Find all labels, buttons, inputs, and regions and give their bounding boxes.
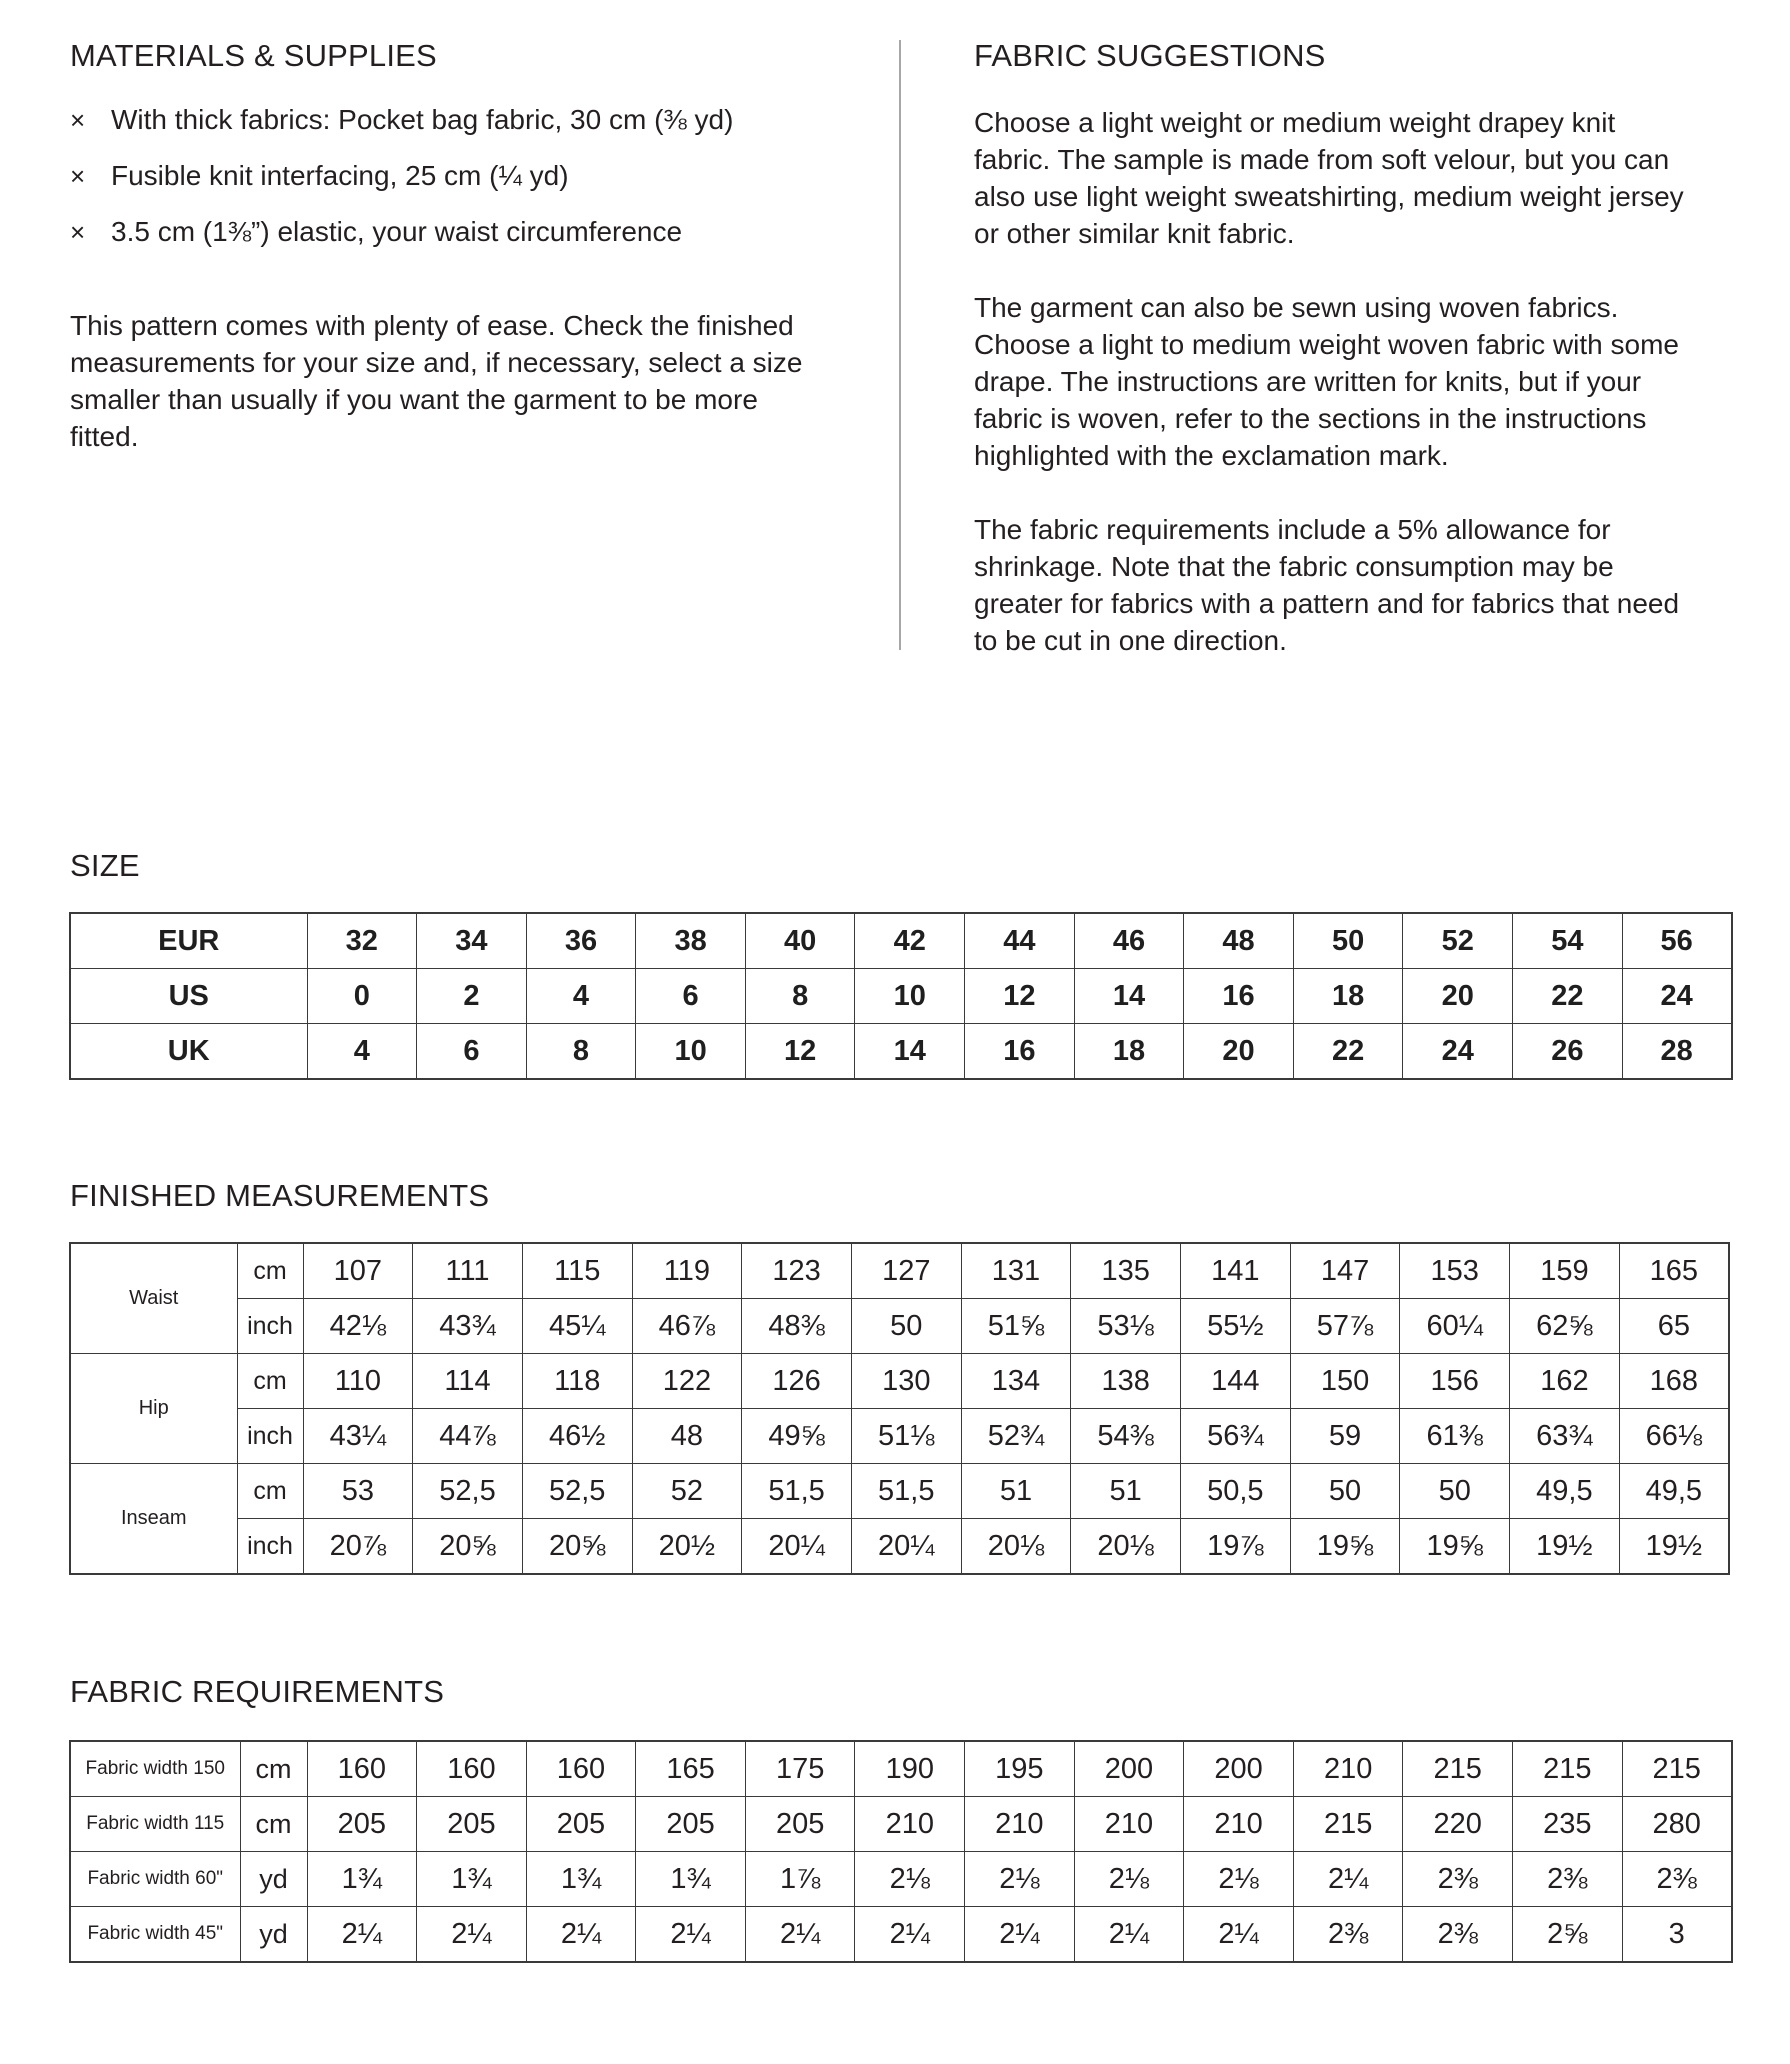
fabric-amount-cell: 205 <box>417 1797 527 1852</box>
measurement-cell: 20½ <box>632 1519 742 1575</box>
fabric-amount-cell: 2⅝ <box>1513 1907 1623 1963</box>
measurement-cell: 51 <box>1071 1464 1181 1519</box>
measurement-cell: 57⅞ <box>1290 1299 1400 1354</box>
fabric-requirements-heading: FABRIC REQUIREMENTS <box>70 1674 445 1709</box>
measurement-cell: 56¾ <box>1181 1409 1291 1464</box>
measurement-cell: 141 <box>1181 1243 1291 1299</box>
fabric-amount-cell: 205 <box>526 1797 636 1852</box>
measurement-cell: 51⅝ <box>961 1299 1071 1354</box>
fabric-width-label: Fabric width 150 <box>70 1741 240 1797</box>
fabric-amount-cell: 2⅜ <box>1403 1907 1513 1963</box>
fabric-amount-cell: 160 <box>526 1741 636 1797</box>
measurement-cell: 48 <box>632 1409 742 1464</box>
size-cell: 54 <box>1513 913 1623 969</box>
paragraph-line: also use light weight sweatshirting, medium weight jersey <box>974 181 1684 212</box>
measurement-cell: 144 <box>1181 1354 1291 1409</box>
measurement-cell: 19½ <box>1510 1519 1620 1575</box>
fabric-amount-cell: 2⅜ <box>1293 1907 1403 1963</box>
fabric-amount-cell: 165 <box>636 1741 746 1797</box>
paragraph-line: fabric. The sample is made from soft velour, but you can <box>974 144 1670 175</box>
fabric-amount-cell: 190 <box>855 1741 965 1797</box>
unit-label: inch <box>237 1519 303 1575</box>
measurement-cell: 50,5 <box>1181 1464 1291 1519</box>
measurement-cell: 111 <box>413 1243 523 1299</box>
measurement-row <box>70 1464 1729 1519</box>
measurement-cell: 61⅜ <box>1400 1409 1510 1464</box>
unit-label: cm <box>240 1741 307 1797</box>
measurement-label: Hip <box>70 1354 237 1464</box>
measurement-cell: 19⅞ <box>1181 1519 1291 1575</box>
size-cell: 40 <box>745 913 855 969</box>
ease-note-line: measurements for your size and, if necessary, select a size <box>70 347 803 378</box>
materials-heading: MATERIALS & SUPPLIES <box>70 38 437 73</box>
measurement-cell: 165 <box>1619 1243 1729 1299</box>
size-system-label: US <box>70 969 307 1024</box>
size-cell: 14 <box>855 1024 965 1080</box>
fabric-amount-cell: 205 <box>307 1797 417 1852</box>
measurement-cell: 49⅝ <box>742 1409 852 1464</box>
size-cell: 56 <box>1622 913 1732 969</box>
fabric-amount-cell: 2⅛ <box>1184 1852 1294 1907</box>
measurement-cell: 52,5 <box>413 1464 523 1519</box>
measurement-cell: 50 <box>851 1299 961 1354</box>
fabric-amount-cell: 220 <box>1403 1797 1513 1852</box>
size-heading: SIZE <box>70 848 140 883</box>
size-cell: 8 <box>745 969 855 1024</box>
fabric-amount-cell: 215 <box>1403 1741 1513 1797</box>
measurement-cell: 168 <box>1619 1354 1729 1409</box>
unit-label: cm <box>237 1243 303 1299</box>
measurement-cell: 51,5 <box>742 1464 852 1519</box>
size-cell: 38 <box>636 913 746 969</box>
size-system-label: UK <box>70 1024 307 1080</box>
measurement-cell: 51⅛ <box>851 1409 961 1464</box>
fabric-suggestions-heading: FABRIC SUGGESTIONS <box>974 38 1326 73</box>
measurement-cell: 49,5 <box>1619 1464 1729 1519</box>
size-cell: 18 <box>1293 969 1403 1024</box>
fabric-amount-cell: 1¾ <box>417 1852 527 1907</box>
measurement-cell: 134 <box>961 1354 1071 1409</box>
paragraph-line: greater for fabrics with a pattern and for fabrics that need <box>974 588 1680 619</box>
fabric-amount-cell: 160 <box>307 1741 417 1797</box>
measurement-cell: 53⅛ <box>1071 1299 1181 1354</box>
fabric-amount-cell: 1¾ <box>526 1852 636 1907</box>
measurement-row <box>70 1299 1729 1354</box>
measurement-cell: 49,5 <box>1510 1464 1620 1519</box>
fabric-width-label: Fabric width 115 <box>70 1797 240 1852</box>
measurement-cell: 60¼ <box>1400 1299 1510 1354</box>
materials-list-item <box>70 156 870 212</box>
size-table <box>69 912 1733 1080</box>
measurement-cell: 127 <box>851 1243 961 1299</box>
measurement-row <box>70 1519 1729 1575</box>
size-cell: 34 <box>417 913 527 969</box>
paragraph-line: drape. The instructions are written for knits, but if your <box>974 366 1642 397</box>
measurement-label: Waist <box>70 1243 237 1354</box>
paragraph-line: to be cut in one direction. <box>974 625 1287 656</box>
measurement-cell: 50 <box>1290 1464 1400 1519</box>
size-cell: 36 <box>526 913 636 969</box>
fabric-amount-cell: 205 <box>745 1797 855 1852</box>
measurement-cell: 66⅛ <box>1619 1409 1729 1464</box>
unit-label: yd <box>240 1907 307 1963</box>
x-bullet-icon: × <box>70 217 86 247</box>
size-cell: 48 <box>1184 913 1294 969</box>
size-cell: 50 <box>1293 913 1403 969</box>
fabric-amount-cell: 2⅜ <box>1403 1852 1513 1907</box>
measurement-cell: 107 <box>303 1243 413 1299</box>
measurement-cell: 63¾ <box>1510 1409 1620 1464</box>
fabric-amount-cell: 2⅜ <box>1513 1852 1623 1907</box>
paragraph-line: Choose a light weight or medium weight drapey knit <box>974 107 1616 138</box>
materials-item-text: With thick fabrics: Pocket bag fabric, 30 cm (⅜ yd) <box>111 104 734 135</box>
fabric-amount-cell: 2¼ <box>965 1907 1075 1963</box>
measurement-cell: 131 <box>961 1243 1071 1299</box>
measurement-row <box>70 1409 1729 1464</box>
fabric-amount-cell: 215 <box>1513 1741 1623 1797</box>
size-row <box>70 969 1732 1024</box>
measurement-cell: 51,5 <box>851 1464 961 1519</box>
size-cell: 12 <box>745 1024 855 1080</box>
measurement-cell: 138 <box>1071 1354 1181 1409</box>
measurement-cell: 52,5 <box>522 1464 632 1519</box>
size-cell: 16 <box>965 1024 1075 1080</box>
fabric-width-label: Fabric width 45" <box>70 1907 240 1963</box>
fabric-amount-cell: 2¼ <box>417 1907 527 1963</box>
measurement-cell: 50 <box>1400 1464 1510 1519</box>
fabric-amount-cell: 210 <box>1184 1797 1294 1852</box>
fabric-amount-cell: 2⅛ <box>965 1852 1075 1907</box>
size-cell: 6 <box>636 969 746 1024</box>
size-cell: 20 <box>1403 969 1513 1024</box>
measurement-cell: 130 <box>851 1354 961 1409</box>
size-cell: 24 <box>1403 1024 1513 1080</box>
size-cell: 4 <box>526 969 636 1024</box>
unit-label: yd <box>240 1852 307 1907</box>
fabric-amount-cell: 210 <box>1074 1797 1184 1852</box>
materials-item-text: Fusible knit interfacing, 25 cm (¼ yd) <box>111 160 569 191</box>
size-cell: 32 <box>307 913 417 969</box>
fabric-amount-cell: 1¾ <box>307 1852 417 1907</box>
fabric-amount-cell: 1⅞ <box>745 1852 855 1907</box>
fabric-amount-cell: 210 <box>965 1797 1075 1852</box>
size-cell: 22 <box>1293 1024 1403 1080</box>
ease-note-line: This pattern comes with plenty of ease. Check the finished <box>70 310 794 341</box>
size-system-label: EUR <box>70 913 307 969</box>
fabric-amount-cell: 2¼ <box>1293 1852 1403 1907</box>
fabric-amount-cell: 200 <box>1074 1741 1184 1797</box>
fabric-amount-cell: 280 <box>1622 1797 1732 1852</box>
measurement-cell: 20¼ <box>851 1519 961 1575</box>
unit-label: inch <box>237 1409 303 1464</box>
size-cell: 52 <box>1403 913 1513 969</box>
measurement-cell: 162 <box>1510 1354 1620 1409</box>
fabric-amount-cell: 2⅛ <box>855 1852 965 1907</box>
measurement-cell: 153 <box>1400 1243 1510 1299</box>
measurement-label: Inseam <box>70 1464 237 1575</box>
size-cell: 26 <box>1513 1024 1623 1080</box>
measurement-cell: 20⅝ <box>413 1519 523 1575</box>
unit-label: inch <box>237 1299 303 1354</box>
measurement-cell: 62⅝ <box>1510 1299 1620 1354</box>
fabric-width-label: Fabric width 60" <box>70 1852 240 1907</box>
unit-label: cm <box>240 1797 307 1852</box>
measurement-cell: 46½ <box>522 1409 632 1464</box>
ease-note-line: smaller than usually if you want the garment to be more <box>70 384 758 415</box>
size-cell: 44 <box>965 913 1075 969</box>
size-cell: 10 <box>855 969 965 1024</box>
measurement-cell: 115 <box>522 1243 632 1299</box>
fabric-amount-cell: 2¼ <box>526 1907 636 1963</box>
fabric-requirement-row <box>70 1741 1732 1797</box>
fabric-amount-cell: 2¼ <box>1074 1907 1184 1963</box>
size-cell: 24 <box>1622 969 1732 1024</box>
fabric-amount-cell: 160 <box>417 1741 527 1797</box>
measurement-cell: 123 <box>742 1243 852 1299</box>
measurement-cell: 135 <box>1071 1243 1181 1299</box>
column-divider <box>899 40 901 650</box>
paragraph-line: shrinkage. Note that the fabric consumption may be <box>974 551 1614 582</box>
fabric-amount-cell: 2¼ <box>1184 1907 1294 1963</box>
size-cell: 46 <box>1074 913 1184 969</box>
measurement-cell: 114 <box>413 1354 523 1409</box>
materials-list-item <box>70 212 870 268</box>
size-cell: 2 <box>417 969 527 1024</box>
paragraph-line: The garment can also be sewn using woven fabrics. <box>974 292 1619 323</box>
measurement-cell: 59 <box>1290 1409 1400 1464</box>
size-cell: 28 <box>1622 1024 1732 1080</box>
size-cell: 14 <box>1074 969 1184 1024</box>
measurement-cell: 19½ <box>1619 1519 1729 1575</box>
measurement-cell: 150 <box>1290 1354 1400 1409</box>
paragraph-line: fabric is woven, refer to the sections in the instructions <box>974 403 1647 434</box>
fabric-suggestions-paragraph-woven <box>974 289 1774 474</box>
fabric-amount-cell: 3 <box>1622 1907 1732 1963</box>
measurement-cell: 159 <box>1510 1243 1620 1299</box>
fabric-amount-cell: 2⅛ <box>1074 1852 1184 1907</box>
measurement-cell: 20⅝ <box>522 1519 632 1575</box>
paragraph-line: highlighted with the exclamation mark. <box>974 440 1449 471</box>
materials-list <box>70 100 870 268</box>
materials-list-item <box>70 100 870 156</box>
unit-label: cm <box>237 1464 303 1519</box>
ease-note <box>70 307 890 455</box>
finished-measurements-heading: FINISHED MEASUREMENTS <box>70 1178 490 1213</box>
paragraph-line: The fabric requirements include a 5% allowance for <box>974 514 1611 545</box>
size-cell: 0 <box>307 969 417 1024</box>
measurement-cell: 55½ <box>1181 1299 1291 1354</box>
size-cell: 8 <box>526 1024 636 1080</box>
fabric-amount-cell: 235 <box>1513 1797 1623 1852</box>
fabric-requirement-row <box>70 1852 1732 1907</box>
measurement-cell: 53 <box>303 1464 413 1519</box>
measurement-cell: 122 <box>632 1354 742 1409</box>
measurement-cell: 46⅞ <box>632 1299 742 1354</box>
measurement-cell: 126 <box>742 1354 852 1409</box>
measurement-cell: 51 <box>961 1464 1071 1519</box>
measurement-cell: 52 <box>632 1464 742 1519</box>
measurement-cell: 45¼ <box>522 1299 632 1354</box>
size-cell: 20 <box>1184 1024 1294 1080</box>
measurement-cell: 19⅝ <box>1290 1519 1400 1575</box>
measurement-cell: 43¼ <box>303 1409 413 1464</box>
measurement-cell: 118 <box>522 1354 632 1409</box>
fabric-amount-cell: 1¾ <box>636 1852 746 1907</box>
fabric-requirement-row <box>70 1907 1732 1963</box>
fabric-amount-cell: 2¼ <box>307 1907 417 1963</box>
size-cell: 12 <box>965 969 1075 1024</box>
fabric-amount-cell: 210 <box>855 1797 965 1852</box>
measurement-cell: 20¼ <box>742 1519 852 1575</box>
fabric-amount-cell: 205 <box>636 1797 746 1852</box>
measurement-cell: 19⅝ <box>1400 1519 1510 1575</box>
x-bullet-icon: × <box>70 161 86 191</box>
fabric-requirement-row <box>70 1797 1732 1852</box>
measurement-row <box>70 1243 1729 1299</box>
fabric-amount-cell: 215 <box>1622 1741 1732 1797</box>
fabric-amount-cell: 2¼ <box>636 1907 746 1963</box>
measurement-cell: 48⅜ <box>742 1299 852 1354</box>
size-cell: 42 <box>855 913 965 969</box>
measurement-cell: 20⅞ <box>303 1519 413 1575</box>
fabric-amount-cell: 200 <box>1184 1741 1294 1797</box>
paragraph-line: Choose a light to medium weight woven fabric with some <box>974 329 1680 360</box>
measurement-cell: 65 <box>1619 1299 1729 1354</box>
size-cell: 10 <box>636 1024 746 1080</box>
measurement-cell: 119 <box>632 1243 742 1299</box>
measurement-cell: 43¾ <box>413 1299 523 1354</box>
measurement-cell: 20⅛ <box>961 1519 1071 1575</box>
size-cell: 18 <box>1074 1024 1184 1080</box>
size-cell: 6 <box>417 1024 527 1080</box>
measurement-cell: 44⅞ <box>413 1409 523 1464</box>
measurement-row <box>70 1354 1729 1409</box>
measurement-cell: 110 <box>303 1354 413 1409</box>
fabric-amount-cell: 2¼ <box>855 1907 965 1963</box>
ease-note-line: fitted. <box>70 421 139 452</box>
fabric-suggestions-paragraph-shrinkage <box>974 511 1774 659</box>
measurement-cell: 42⅛ <box>303 1299 413 1354</box>
fabric-amount-cell: 2¼ <box>745 1907 855 1963</box>
fabric-amount-cell: 215 <box>1293 1797 1403 1852</box>
measurement-cell: 147 <box>1290 1243 1400 1299</box>
size-row <box>70 913 1732 969</box>
paragraph-line: or other similar knit fabric. <box>974 218 1295 249</box>
fabric-amount-cell: 195 <box>965 1741 1075 1797</box>
x-bullet-icon: × <box>70 105 86 135</box>
measurement-cell: 156 <box>1400 1354 1510 1409</box>
size-cell: 16 <box>1184 969 1294 1024</box>
fabric-amount-cell: 175 <box>745 1741 855 1797</box>
size-cell: 22 <box>1513 969 1623 1024</box>
measurement-cell: 52¾ <box>961 1409 1071 1464</box>
measurement-cell: 20⅛ <box>1071 1519 1181 1575</box>
size-row <box>70 1024 1732 1080</box>
fabric-amount-cell: 2⅜ <box>1622 1852 1732 1907</box>
materials-item-text: 3.5 cm (1⅜”) elastic, your waist circumference <box>111 216 683 247</box>
unit-label: cm <box>237 1354 303 1409</box>
measurement-cell: 54⅜ <box>1071 1409 1181 1464</box>
finished-measurements-table <box>69 1242 1730 1575</box>
size-cell: 4 <box>307 1024 417 1080</box>
fabric-requirements-table <box>69 1740 1733 1963</box>
fabric-amount-cell: 210 <box>1293 1741 1403 1797</box>
fabric-suggestions-paragraph-knit <box>974 104 1774 252</box>
